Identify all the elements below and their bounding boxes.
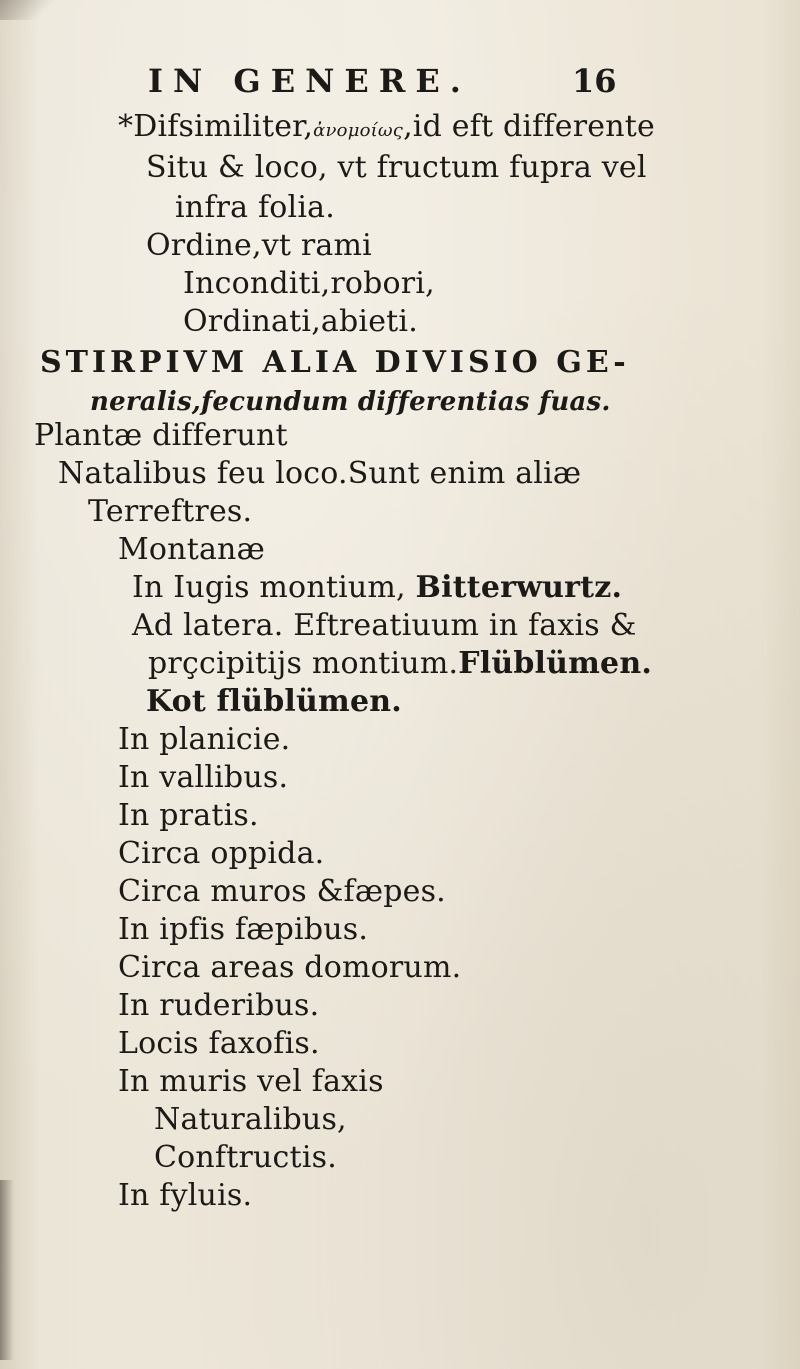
section-heading: STIRPIVM ALIA DIVISIO GE-	[40, 345, 630, 380]
text-line: In ipfis fæpibus.	[118, 912, 369, 947]
text-line: Naturalibus,	[154, 1102, 347, 1137]
text-line: In muris vel faxis	[118, 1064, 384, 1099]
text-span: prçcipitijs montium.	[148, 646, 459, 681]
text-line: In planicie.	[118, 722, 291, 757]
text-line: Ordinati,abieti.	[183, 304, 418, 339]
text-line: Circa oppida.	[118, 836, 325, 871]
text-span: ,id eft differente	[403, 109, 655, 144]
vernacular-line: Kot flüblümen.	[146, 684, 402, 719]
page-edge-shadow	[0, 1180, 14, 1360]
running-head: IN GENERE.	[148, 62, 471, 100]
text-line: Situ & loco, vt fructum fupra vel	[146, 150, 647, 185]
text-line	[118, 109, 655, 149]
text-span: In Iugis montium,	[132, 570, 406, 605]
text-line: Locis faxofis.	[118, 1026, 320, 1061]
text-line: Natalibus feu loco.Sunt enim aliæ	[58, 456, 582, 491]
text-line: Circa areas domorum.	[118, 950, 462, 985]
text-line: Plantæ differunt	[34, 418, 288, 453]
text-line: Montanæ	[118, 532, 265, 567]
vernacular-name: Flüblümen.	[458, 646, 652, 681]
text-line: Ad latera. Eftreatiuum in faxis &	[132, 608, 637, 643]
text-line: In pratis.	[118, 798, 259, 833]
page-number: 16	[572, 62, 617, 100]
text-line: Circa muros &fæpes.	[118, 874, 446, 909]
text-line: Ordine,vt rami	[146, 228, 372, 263]
section-subheading: neralis,fecundum differentias fuas.	[90, 387, 611, 417]
text-line: Conftructis.	[154, 1140, 337, 1175]
vernacular-name: Bitterwurtz.	[415, 570, 623, 605]
text-line: infra folia.	[175, 190, 335, 225]
text-line	[132, 570, 622, 606]
text-line: Inconditi,robori,	[183, 266, 435, 301]
text-line: Terreftres.	[88, 494, 253, 529]
text-line: In fyluis.	[118, 1178, 253, 1213]
text-line: In vallibus.	[118, 760, 289, 795]
page-corner-shadow	[0, 0, 60, 20]
text-span: *Difsimiliter,	[118, 109, 314, 144]
greek-word: ἀνομοίως	[313, 120, 404, 141]
text-line: In ruderibus.	[118, 988, 320, 1023]
text-line	[148, 646, 652, 682]
